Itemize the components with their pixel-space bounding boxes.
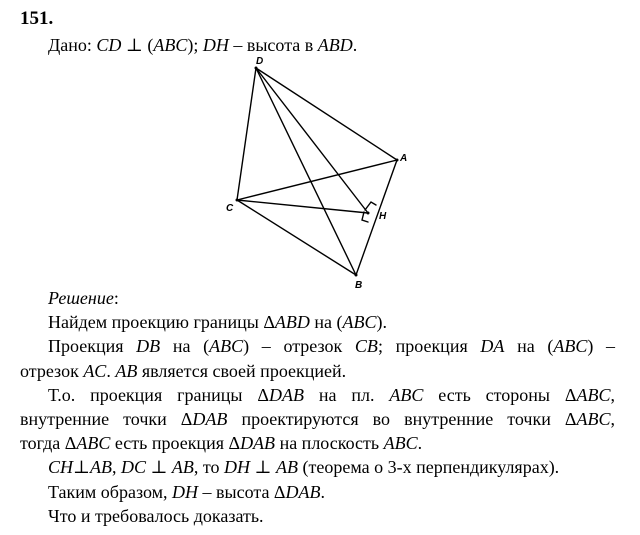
given-abc: ABC — [153, 35, 188, 55]
given-label: Дано: — [48, 35, 97, 55]
given-close: ); — [187, 35, 203, 55]
label-d: D — [256, 56, 264, 67]
label-b: B — [355, 280, 363, 291]
solution-paragraph-1: Найдем проекцию границы ΔABD на (ABC). — [48, 312, 388, 333]
right-angle-mark-dh — [365, 202, 376, 210]
given-rest: – высота в — [228, 35, 318, 55]
given-cd: CD — [96, 35, 122, 55]
edge-ch — [237, 200, 368, 213]
solution-conclusion: Что и требовалось доказать. — [48, 505, 264, 526]
solution-paragraph-3-line-2: внутренние точки ΔDAB проектируются во внутренние точки ΔABC, — [20, 409, 615, 430]
solution-paragraph-2-line-2: отрезок AC. AB является своей проекцией. — [20, 360, 347, 381]
point-c — [236, 199, 239, 202]
solution-paragraph-3-line-1: Т.о. проекция границы ΔDAB на пл. ABC есть стороны ΔABC, — [48, 384, 616, 405]
given-dh: DH — [202, 35, 229, 55]
given-end: . — [352, 35, 358, 55]
label-c: C — [226, 203, 234, 214]
point-a — [396, 159, 399, 162]
point-h — [367, 212, 370, 215]
edge-da — [256, 68, 397, 160]
solution-paragraph-5: Таким образом, DH – высота ΔDAB. — [48, 481, 326, 502]
given-perp: ⊥ ( — [121, 35, 154, 55]
problem-number: 151. — [20, 8, 54, 29]
label-a: A — [400, 153, 408, 164]
given-abd: ABD — [317, 35, 353, 55]
solution — [20, 286, 615, 528]
edge-dc — [237, 68, 256, 200]
solution-heading: Решение: — [48, 288, 119, 308]
solution-paragraph-2-line-1: Проекция DB на (ABC) – отрезок CB; проекция DA на (ABC) – — [48, 336, 616, 357]
solution-paragraph-3-line-3: тогда ΔABC есть проекция ΔDAB на плоскость ABC. — [20, 433, 423, 454]
point-b — [355, 274, 358, 277]
solution-paragraph-4: CH⊥AB, DC ⊥ AB, то DH ⊥ AB (теорема о 3-х перпендикулярах). — [48, 457, 560, 478]
label-h: H — [379, 211, 387, 222]
